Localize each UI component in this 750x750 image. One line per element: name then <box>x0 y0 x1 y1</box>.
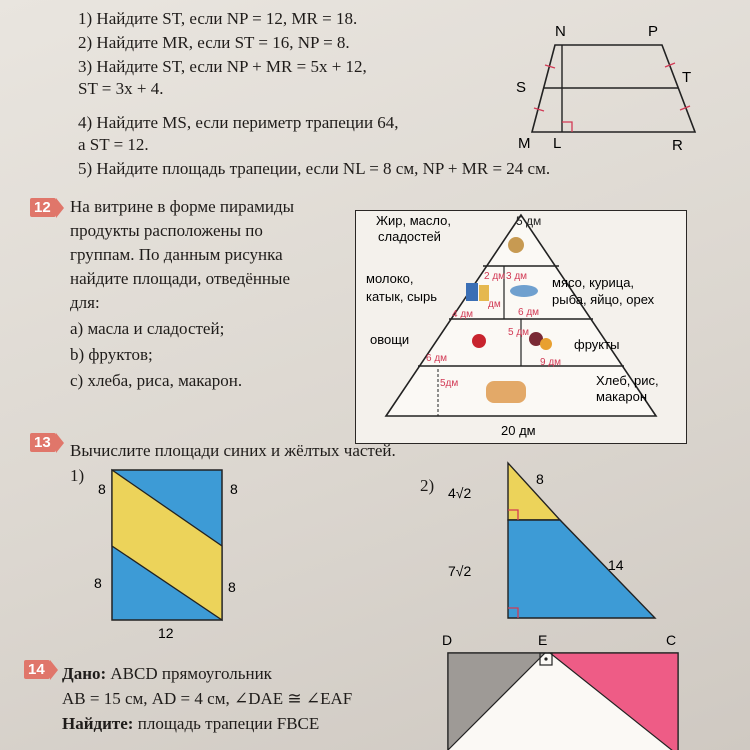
pyr-right3: фрукты <box>574 337 620 352</box>
label-N: N <box>555 23 566 40</box>
pyr-dim-9: 5дм <box>440 378 459 389</box>
task11-item-2: 2) Найдите MR, если ST = 16, NP = 8. <box>78 33 350 52</box>
fig1-dim-5: 12 <box>158 625 174 641</box>
pyr-dim-1: 2 дм <box>484 271 506 282</box>
fig2-dim-2: 8 <box>536 471 544 487</box>
pyr-dim-4: дм <box>488 299 501 310</box>
task14-given <box>62 663 272 684</box>
label-S: S <box>516 79 527 96</box>
task12-line-2: продукты расположены по <box>70 221 263 240</box>
pyr-left2-2: катык, сырь <box>366 289 437 304</box>
pyr-top-label-2: сладостей <box>378 229 441 244</box>
task12-line-3: группам. По данным рисунка <box>70 245 283 264</box>
task14-find-label: Найдите: <box>62 714 134 733</box>
label-L: L <box>553 135 562 152</box>
task14-given-label: Дано: <box>62 664 107 683</box>
fig2-dim-4: 14 <box>608 557 624 573</box>
figure-14 <box>430 625 690 750</box>
task14-find-text: площадь трапеции FBCE <box>137 714 320 733</box>
task11-item-1: 1) Найдите ST, если NP = 12, MR = 18. <box>78 9 358 28</box>
fig2-dim-3: 7√2 <box>448 563 472 579</box>
label-T: T <box>682 69 692 86</box>
figure-13-2 <box>440 458 670 628</box>
fig1-label: 1) <box>70 466 85 485</box>
label-C: C <box>666 632 677 648</box>
pyr-dim-3: 4 дм <box>452 309 474 320</box>
trapezoid-figure <box>500 10 720 160</box>
pyr-right2-2: рыба, яйцо, орех <box>552 292 655 307</box>
task11-item-4-cont: a ST = 12. <box>78 135 149 154</box>
label-P: P <box>648 23 659 40</box>
task14-find <box>62 713 319 734</box>
fig1-dim-3: 8 <box>94 575 102 591</box>
label-E: E <box>538 632 548 648</box>
pyr-left3: овощи <box>370 332 410 347</box>
fig1-dim-4: 8 <box>228 579 236 595</box>
pyr-dim-5: 6 дм <box>518 307 540 318</box>
label-M: M <box>518 135 531 152</box>
task12-line-1: На витрине в форме пирамиды <box>70 197 295 216</box>
task12-line-4: найдите площади, отведённые <box>70 269 290 288</box>
task14-number-badge: 14 <box>24 660 50 679</box>
task13-text: Вычислите площади синих и жёлтых частей. <box>70 441 396 460</box>
task14-line2: AB = 15 см, AD = 4 см, ∠DAE ≅ ∠EAF <box>62 689 353 708</box>
pyr-top-dim: 5 дм <box>516 214 542 228</box>
task11-item-3-cont: ST = 3x + 4. <box>78 79 164 98</box>
pyr-right4-2: макарон <box>596 389 648 404</box>
task12-line-5: для: <box>70 293 100 312</box>
fig2-dim-1: 4√2 <box>448 485 472 501</box>
task11-item-5: 5) Найдите площадь трапеции, если NL = 8 см, NP + MR = 24 см. <box>78 159 551 178</box>
task12-number-badge: 12 <box>30 198 56 217</box>
pyr-dim-7: 6 дм <box>426 353 448 364</box>
task12-option-b: b) фруктов; <box>70 345 153 364</box>
pyr-top-label-1: Жир, масло, <box>376 213 451 228</box>
task11-item-3: 3) Найдите ST, если NP + MR = 5x + 12, <box>78 57 367 76</box>
pyr-left2-1: молоко, <box>366 271 414 286</box>
task11-item-4: 4) Найдите MS, если периметр трапеции 64, <box>78 113 399 132</box>
task12-option-a: а) масла и сладостей; <box>70 319 225 338</box>
pyramid-figure-box <box>355 210 687 444</box>
task12-option-c: с) хлеба, риса, макарон. <box>70 371 243 390</box>
figure-13-1 <box>80 462 260 647</box>
pyr-bottom-dim: 20 дм <box>501 423 536 438</box>
pyr-right2-1: мясо, курица, <box>552 275 635 290</box>
pyr-dim-2: 3 дм <box>506 271 528 282</box>
label-D: D <box>442 632 453 648</box>
task13-number-badge: 13 <box>30 433 56 452</box>
fig1-dim-1: 8 <box>98 481 106 497</box>
pyramid-figure <box>356 211 686 443</box>
pyr-right4-1: Хлеб, рис, <box>596 373 659 388</box>
fig1-dim-2: 8 <box>230 481 238 497</box>
label-R: R <box>672 137 683 154</box>
pyr-dim-8: 9 дм <box>540 357 562 368</box>
fig2-label: 2) <box>420 476 435 495</box>
task14-given-text: ABCD прямоугольник <box>110 664 272 683</box>
pyr-dim-6: 5 дм <box>508 327 530 338</box>
